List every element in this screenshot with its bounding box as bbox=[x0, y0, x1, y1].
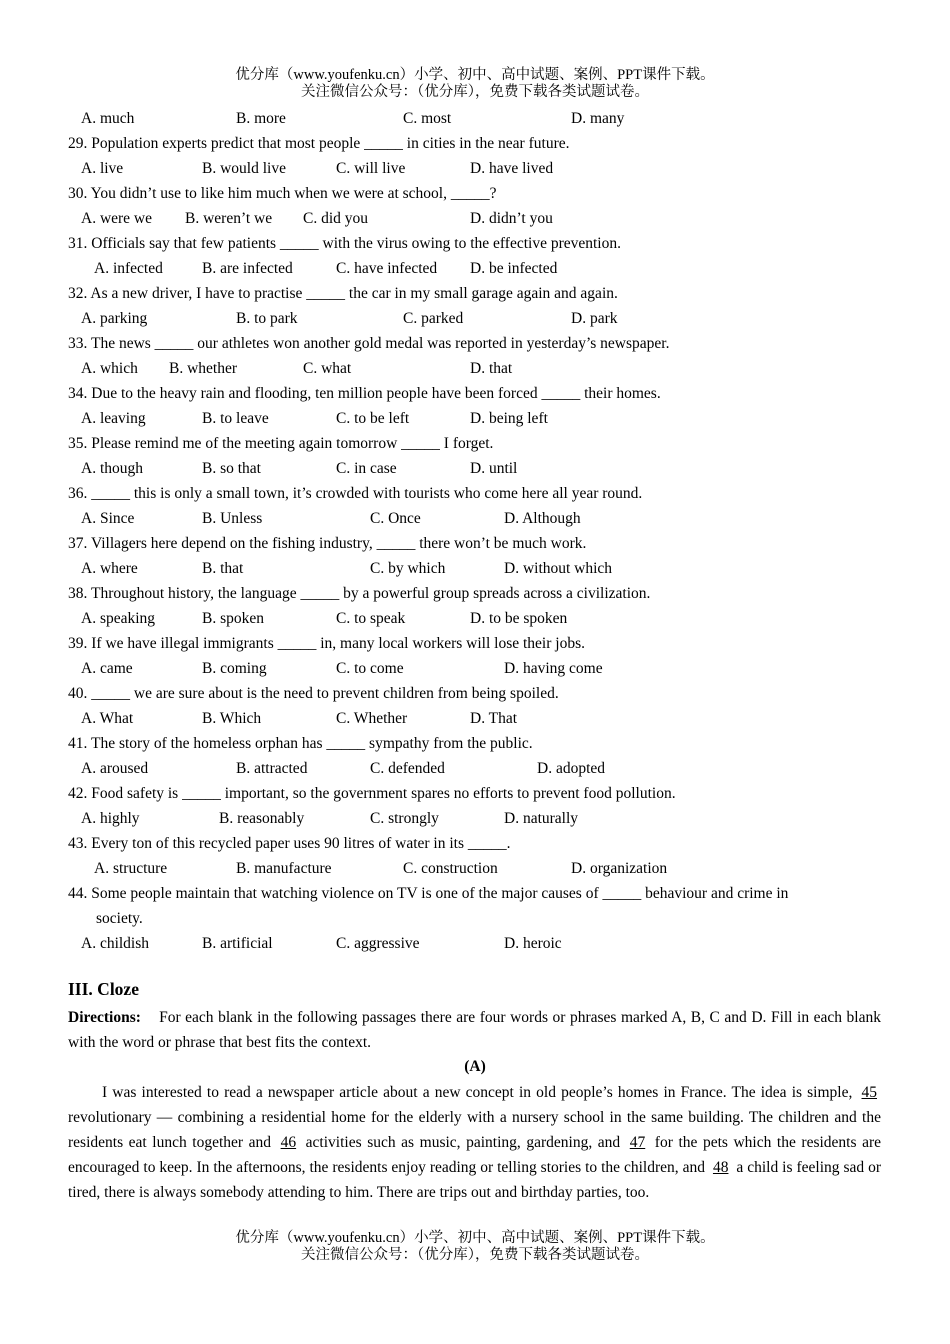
q41-option-d: D. adopted bbox=[537, 760, 606, 777]
q34-option-b: B. to leave bbox=[202, 410, 269, 427]
q32-option-a: A. parking bbox=[81, 310, 148, 327]
q31-option-a: A. infected bbox=[94, 260, 163, 277]
q41-option-b: B. attracted bbox=[236, 760, 308, 777]
option-c: C. most bbox=[403, 110, 452, 127]
q35-option-a: A. though bbox=[81, 460, 143, 477]
option-d: D. many bbox=[571, 110, 625, 127]
q41-option-a: A. aroused bbox=[81, 760, 149, 777]
option-a: A. much bbox=[81, 110, 135, 127]
q39-option-a: A. came bbox=[81, 660, 133, 677]
q36-option-b: B. Unless bbox=[202, 510, 263, 527]
header-line-2: 关注微信公众号：（优分库），免费下载各类试题试卷。 bbox=[301, 84, 649, 100]
q44-option-d: D. heroic bbox=[504, 935, 562, 952]
blank-47: 47 bbox=[629, 1134, 646, 1151]
q32-option-d: D. park bbox=[571, 310, 618, 327]
passage-a bbox=[68, 1080, 881, 1205]
blank-46: 46 bbox=[280, 1134, 297, 1151]
q32-option-b: B. to park bbox=[236, 310, 298, 327]
q41-option-c: C. defended bbox=[370, 760, 445, 777]
directions-label: Directions: bbox=[68, 1009, 141, 1026]
q38-option-a: A. speaking bbox=[81, 610, 156, 627]
question-34: 34. Due to the heavy rain and flooding, ten million people have been forced _____ their homes. bbox=[68, 385, 661, 402]
q33-option-b: B. whether bbox=[169, 360, 238, 377]
passage-label: (A) bbox=[464, 1058, 486, 1075]
q39-option-d: D. having come bbox=[504, 660, 603, 677]
option-b: B. more bbox=[236, 110, 286, 127]
question-40: 40. _____ we are sure about is the need to prevent children from being spoiled. bbox=[68, 685, 559, 702]
q29-option-b: B. would live bbox=[202, 160, 286, 177]
question-32: 32. As a new driver, I have to practise _____ the car in my small garage again and again. bbox=[68, 285, 618, 302]
q40-option-a: A. What bbox=[81, 710, 134, 727]
q37-option-a: A. where bbox=[81, 560, 138, 577]
q43-option-b: B. manufacture bbox=[236, 860, 332, 877]
q36-option-c: C. Once bbox=[370, 510, 421, 527]
q37-option-d: D. without which bbox=[504, 560, 613, 577]
q29-option-d: D. have lived bbox=[470, 160, 554, 177]
question-43: 43. Every ton of this recycled paper uses 90 litres of water in its _____. bbox=[68, 835, 511, 852]
passage-text: activities such as music, painting, gardening, and bbox=[300, 1134, 626, 1151]
directions bbox=[68, 1005, 881, 1055]
blank-48: 48 bbox=[712, 1159, 729, 1176]
q33-option-d: D. that bbox=[470, 360, 513, 377]
question-42: 42. Food safety is _____ important, so the government spares no efforts to prevent food pollution. bbox=[68, 785, 676, 802]
q36-option-a: A. Since bbox=[81, 510, 135, 527]
footer-line-1: 优分库（www.youfenku.cn）小学、初中、高中试题、案例、PPT课件下载。 bbox=[235, 1230, 715, 1246]
page-footer bbox=[0, 1230, 950, 1264]
question-44: 44. Some people maintain that watching violence on TV is one of the major causes of _____ behaviour and crime in bbox=[68, 885, 789, 902]
question-35: 35. Please remind me of the meeting again tomorrow _____ I forget. bbox=[68, 435, 494, 452]
q30-option-b: B. weren’t we bbox=[185, 210, 273, 227]
question-44-continued: society. bbox=[96, 910, 143, 927]
blank-45: 45 bbox=[861, 1084, 877, 1101]
directions-text: For each blank in the following passages there are four words or phrases marked A, B, C and D. Fill in each blank with the word or phrase that best fits the context. bbox=[68, 1009, 881, 1051]
passage-text: revolutionary — combining a residential home for the elderly with a nursery school in the same building. The children and the residents eat lunch together and bbox=[68, 1109, 881, 1151]
q44-option-c: C. aggressive bbox=[336, 935, 420, 952]
q38-option-c: C. to speak bbox=[336, 610, 406, 627]
q39-option-b: B. coming bbox=[202, 660, 267, 677]
q44-option-b: B. artificial bbox=[202, 935, 273, 952]
q43-option-a: A. structure bbox=[94, 860, 168, 877]
q35-option-b: B. so that bbox=[202, 460, 261, 477]
q35-option-d: D. until bbox=[470, 460, 518, 477]
passage-text: I was interested to read a newspaper article about a new concept in old people’s homes in France. The idea is simple, bbox=[102, 1084, 858, 1101]
q34-option-d: D. being left bbox=[470, 410, 548, 427]
question-31: 31. Officials say that few patients _____ with the virus owing to the effective prevention. bbox=[68, 235, 621, 252]
question-37: 37. Villagers here depend on the fishing industry, _____ there won’t be much work. bbox=[68, 535, 587, 552]
q37-option-c: C. by which bbox=[370, 560, 446, 577]
q34-option-c: C. to be left bbox=[336, 410, 410, 427]
q29-option-c: C. will live bbox=[336, 160, 406, 177]
q32-option-c: C. parked bbox=[403, 310, 464, 327]
section-title: III. Cloze bbox=[68, 979, 139, 999]
q30-option-c: C. did you bbox=[303, 210, 369, 227]
header-line-1: 优分库（www.youfenku.cn）小学、初中、高中试题、案例、PPT课件下载。 bbox=[235, 67, 715, 83]
q40-option-c: C. Whether bbox=[336, 710, 408, 727]
q31-option-d: D. be infected bbox=[470, 260, 558, 277]
q40-option-b: B. Which bbox=[202, 710, 262, 727]
question-33: 33. The news _____ our athletes won another gold medal was reported in yesterday’s newspaper. bbox=[68, 335, 670, 352]
q44-option-a: A. childish bbox=[81, 935, 150, 952]
question-38: 38. Throughout history, the language _____ by a powerful group spreads across a civilization. bbox=[68, 585, 651, 602]
footer-line-2: 关注微信公众号：（优分库），免费下载各类试题试卷。 bbox=[301, 1247, 649, 1263]
q38-option-b: B. spoken bbox=[202, 610, 264, 627]
q29-option-a: A. live bbox=[81, 160, 124, 177]
q42-option-d: D. naturally bbox=[504, 810, 579, 827]
question-36: 36. _____ this is only a small town, it’s crowded with tourists who come here all year round. bbox=[68, 485, 643, 502]
q34-option-a: A. leaving bbox=[81, 410, 146, 427]
q30-option-a: A. were we bbox=[81, 210, 153, 227]
q31-option-c: C. have infected bbox=[336, 260, 438, 277]
question-41: 41. The story of the homeless orphan has _____ sympathy from the public. bbox=[68, 735, 533, 752]
q43-option-c: C. construction bbox=[403, 860, 498, 877]
passage-text: a child is feeling sad or tired, there is always somebody attending to him. There are trips out and birthday parties, too. bbox=[68, 1159, 881, 1201]
q30-option-d: D. didn’t you bbox=[470, 210, 553, 227]
question-30: 30. You didn’t use to like him much when we were at school, _____? bbox=[68, 185, 497, 202]
q33-option-a: A. which bbox=[81, 360, 138, 377]
question-39: 39. If we have illegal immigrants _____ in, many local workers will lose their jobs. bbox=[68, 635, 585, 652]
q40-option-d: D. That bbox=[470, 710, 518, 727]
q42-option-a: A. highly bbox=[81, 810, 140, 827]
q43-option-d: D. organization bbox=[571, 860, 668, 877]
q37-option-b: B. that bbox=[202, 560, 244, 577]
page-header bbox=[0, 67, 950, 101]
q33-option-c: C. what bbox=[303, 360, 352, 377]
q42-option-b: B. reasonably bbox=[219, 810, 305, 827]
question-29: 29. Population experts predict that most people _____ in cities in the near future. bbox=[68, 135, 570, 152]
q31-option-b: B. are infected bbox=[202, 260, 293, 277]
q39-option-c: C. to come bbox=[336, 660, 404, 677]
q42-option-c: C. strongly bbox=[370, 810, 439, 827]
passage-text: for the pets which the residents are encouraged to keep. In the afternoons, the residents enjoy reading or telling stories to the children, and bbox=[68, 1134, 882, 1176]
q35-option-c: C. in case bbox=[336, 460, 397, 477]
q36-option-d: D. Although bbox=[504, 510, 581, 527]
q38-option-d: D. to be spoken bbox=[470, 610, 568, 627]
